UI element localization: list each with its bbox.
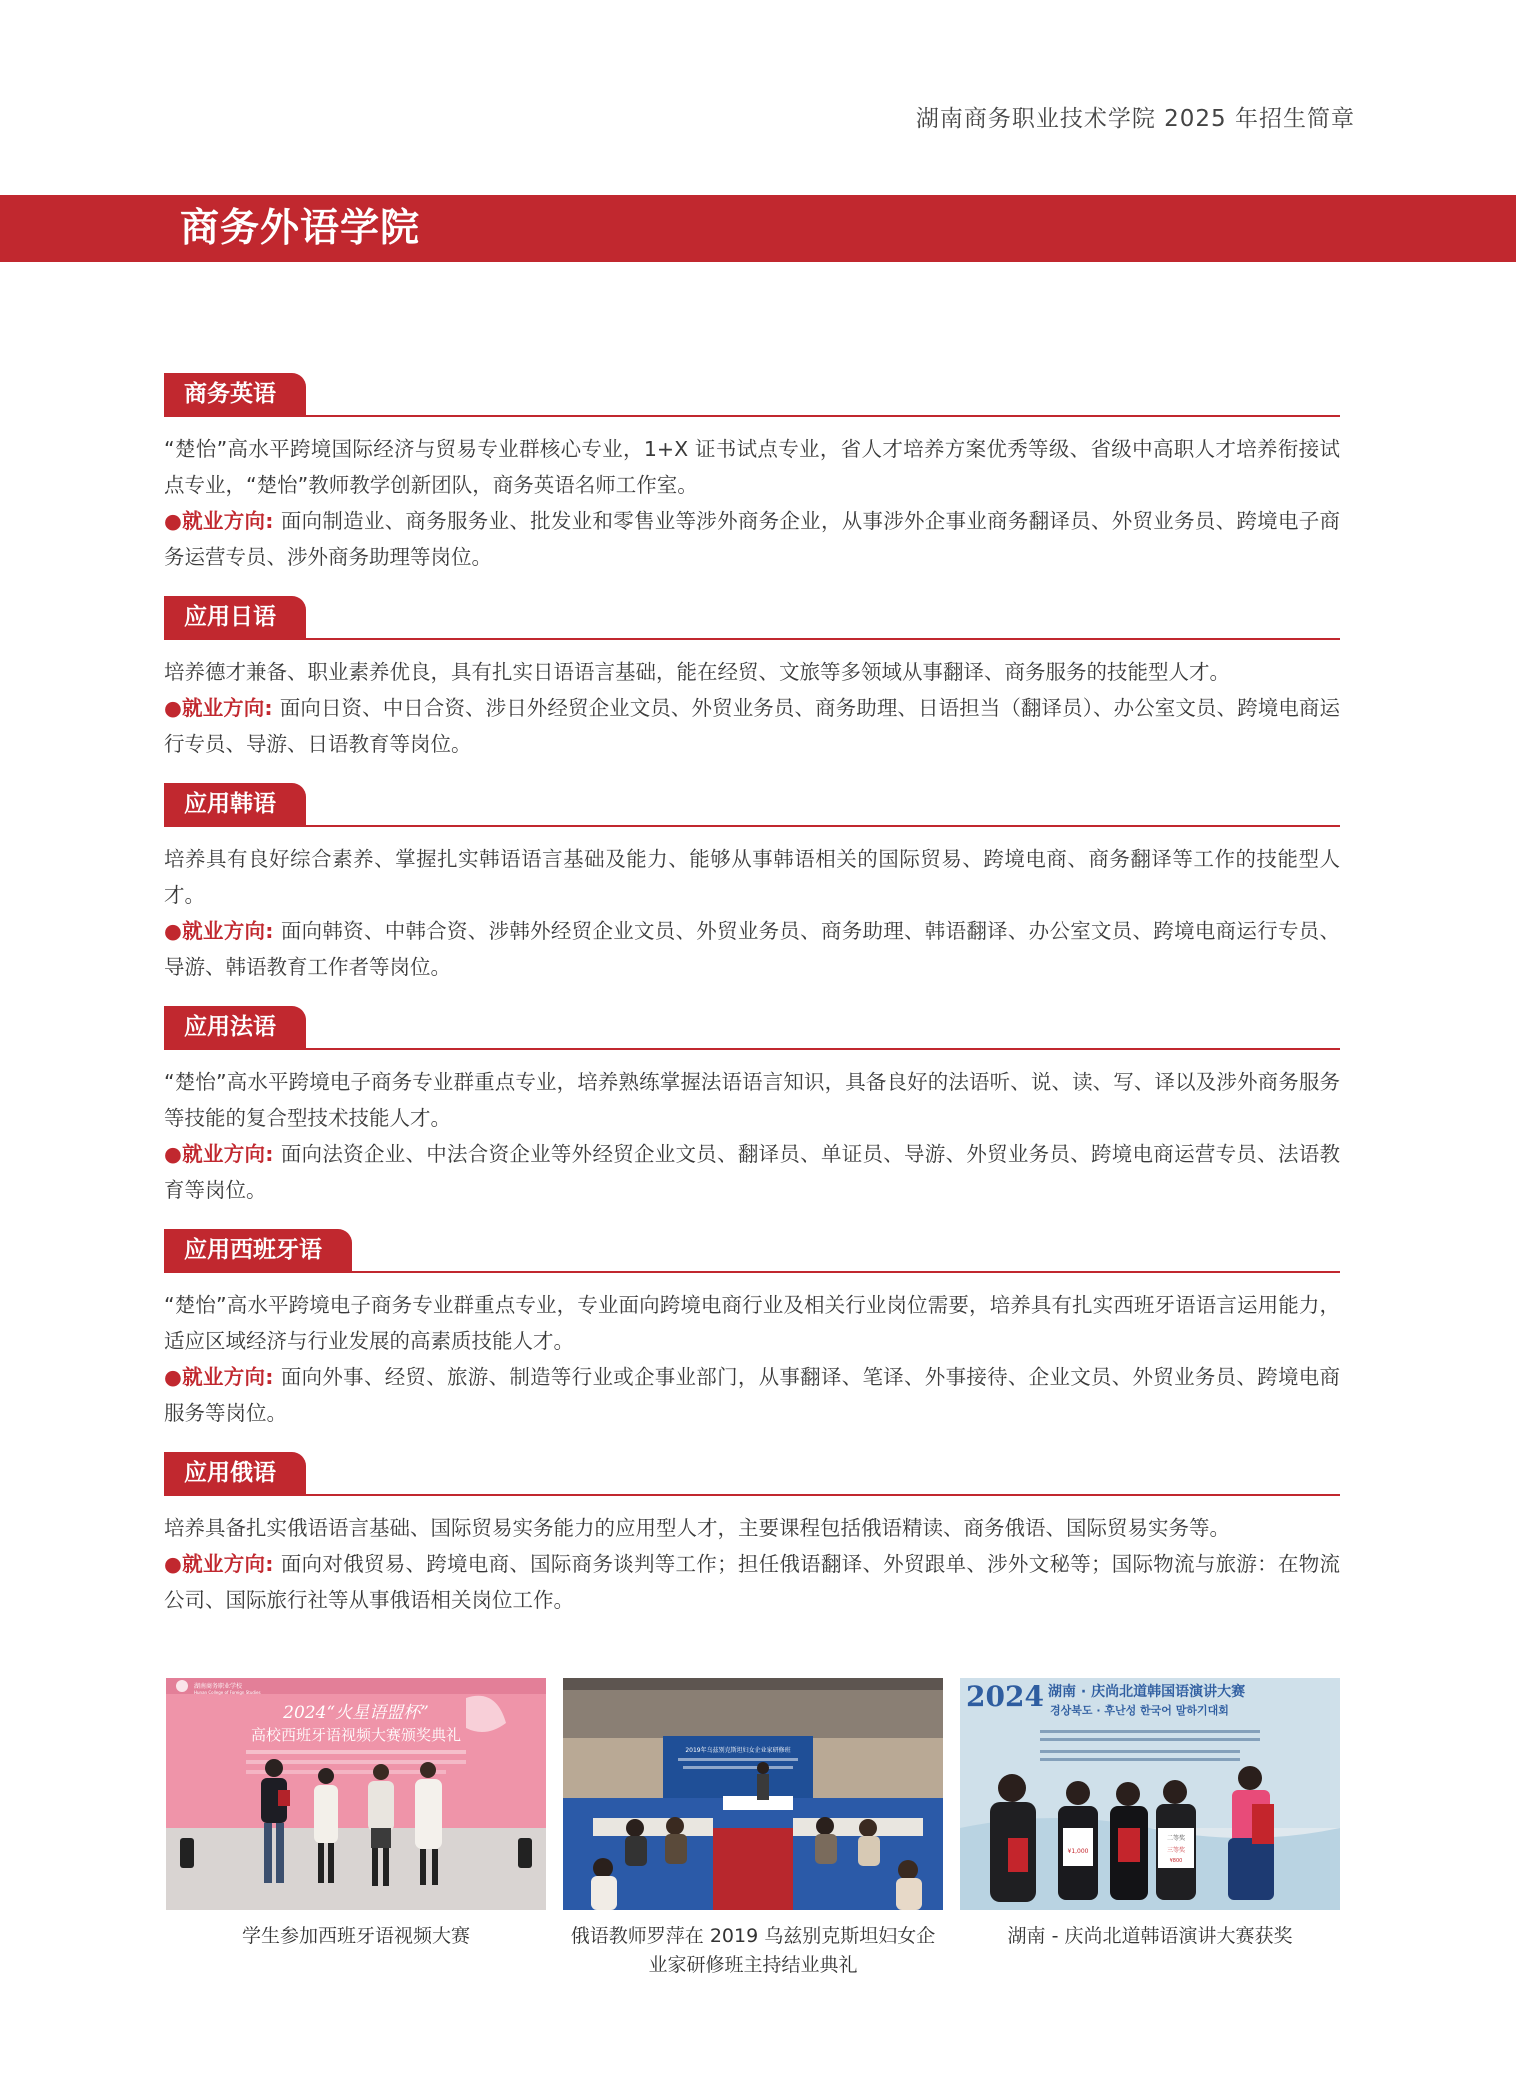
major-description: 培养具备扎实俄语语言基础、国际贸易实务能力的应用型人才，主要课程包括俄语精读、商务俄语、国际贸易实务等。 — [164, 1516, 1230, 1540]
photo-caption: 俄语教师罗萍在 2019 乌兹别克斯坦妇女企业家研修班主持结业典礼 — [570, 1925, 936, 1976]
award-2-text: 二等奖 — [1166, 1835, 1186, 1842]
career-label: ●就业方向: — [164, 509, 281, 533]
career-direction — [164, 1359, 1340, 1431]
contest-year: 2024 — [966, 1680, 1044, 1713]
contest-banner-title: 湖南 · 庆尚北道韩国语演讲大赛 — [1048, 1684, 1246, 1700]
major-section-applied-russian — [164, 1449, 1340, 1618]
career-direction — [164, 1136, 1340, 1208]
career-text: 面向韩资、中韩合资、涉韩外经贸企业文员、外贸业务员、商务助理、韩语翻译、办公室文员、跨境电商运行专员、导游、韩语教育工作者等岗位。 — [164, 919, 1340, 979]
contest-banner-line2: 高校西班牙语视频大赛颁奖典礼 — [250, 1726, 462, 1744]
contest-banner-sub: 경상북도 · 후난성 한국어 말하기대회 — [1050, 1704, 1229, 1717]
section-tab: 应用西班牙语 — [164, 1229, 352, 1271]
screen-text: 2019年乌兹别克斯坦妇女企业家研修班 — [685, 1747, 791, 1754]
career-direction — [164, 690, 1340, 762]
section-tab: 应用法语 — [164, 1006, 306, 1048]
major-description: 培养具有良好综合素养、掌握扎实韩语语言基础及能力、能够从事韩语相关的国际贸易、跨境电商、商务翻译等工作的技能型人才。 — [164, 847, 1340, 907]
career-direction — [164, 1546, 1340, 1618]
college-banner — [0, 195, 1516, 262]
section-header — [164, 1003, 1340, 1050]
career-text: 面向法资企业、中法合资企业等外经贸企业文员、翻译员、单证员、导游、外贸业务员、跨境电商运营专员、法语教育等岗位。 — [164, 1142, 1340, 1202]
major-section-applied-korean — [164, 780, 1340, 985]
section-header — [164, 780, 1340, 827]
major-section-applied-japanese — [164, 593, 1340, 762]
photo-korean-contest — [960, 1678, 1340, 1951]
award-3-text: 三等奖 — [1166, 1847, 1186, 1854]
section-tab: 应用韩语 — [164, 783, 306, 825]
photo-caption: 学生参加西班牙语视频大赛 — [241, 1925, 470, 1947]
photo-russian-ceremony — [563, 1678, 943, 1980]
majors-content — [164, 370, 1340, 1636]
major-section-applied-spanish — [164, 1226, 1340, 1431]
career-label: ●就业方向: — [164, 696, 280, 720]
section-header — [164, 1449, 1340, 1496]
korean-contest-illustration — [960, 1678, 1340, 1910]
ceremony-image — [563, 1678, 943, 1910]
career-label: ●就业方向: — [164, 1552, 281, 1576]
career-label: ●就业方向: — [164, 919, 281, 943]
career-text: 面向日资、中日合资、涉日外经贸企业文员、外贸业务员、商务助理、日语担当（翻译员）、办公室文员、跨境电商运行专员、导游、日语教育等岗位。 — [164, 696, 1341, 756]
section-tab: 应用日语 — [164, 596, 306, 638]
section-header — [164, 370, 1340, 417]
section-tab: 商务英语 — [164, 373, 306, 415]
korean-contest-image — [960, 1678, 1340, 1910]
award-amount-3: ¥800 — [1169, 1858, 1183, 1864]
career-text: 面向制造业、商务服务业、批发业和零售业等涉外商务企业，从事涉外企事业商务翻译员、外贸业务员、跨境电子商务运营专员、涉外商务助理等岗位。 — [164, 509, 1340, 569]
spanish-contest-illustration — [166, 1678, 546, 1910]
career-label: ●就业方向: — [164, 1142, 281, 1166]
award-amount-2: ¥1,000 — [1067, 1848, 1089, 1855]
section-header — [164, 1226, 1340, 1273]
major-description: “楚怡”高水平跨境电子商务专业群重点专业，专业面向跨境电商行业及相关行业岗位需要，培养具有扎实西班牙语语言运用能力，适应区域经济与行业发展的高素质技能人才。 — [164, 1293, 1340, 1353]
major-description: 培养德才兼备、职业素养优良，具有扎实日语语言基础，能在经贸、文旅等多领域从事翻译、商务服务的技能型人才。 — [164, 660, 1230, 684]
major-section-business-english — [164, 370, 1340, 575]
career-label: ●就业方向: — [164, 1365, 281, 1389]
section-header — [164, 593, 1340, 640]
major-description: “楚怡”高水平跨境电子商务专业群重点专业，培养熟练掌握法语语言知识，具备良好的法语听、说、读、写、译以及涉外商务服务等技能的复合型技术技能人才。 — [164, 1070, 1340, 1130]
major-section-applied-french — [164, 1003, 1340, 1208]
page-header-title: 湖南商务职业技术学院 2025 年招生简章 — [915, 106, 1355, 132]
spanish-contest-image — [166, 1678, 546, 1910]
contest-banner-line1: 2024“火星语盟杯” — [283, 1703, 429, 1723]
school-name-en-text: Hunan College of Foreign Studies — [194, 1690, 261, 1695]
photo-spanish-contest — [166, 1678, 546, 1951]
photo-gallery — [166, 1678, 1340, 1978]
photo-caption: 湖南 - 庆尚北道韩语演讲大赛获奖 — [1007, 1925, 1293, 1947]
career-text: 面向对俄贸易、跨境电商、国际商务谈判等工作；担任俄语翻译、外贸跟单、涉外文秘等；国际物流与旅游：在物流公司、国际旅行社等从事俄语相关岗位工作。 — [164, 1552, 1340, 1612]
school-name-text: 湖南商务职业学校 — [194, 1683, 243, 1690]
career-direction — [164, 913, 1340, 985]
section-tab: 应用俄语 — [164, 1452, 306, 1494]
career-text: 面向外事、经贸、旅游、制造等行业或企事业部门，从事翻译、笔译、外事接待、企业文员、外贸业务员、跨境电商服务等岗位。 — [164, 1365, 1340, 1425]
ceremony-illustration — [563, 1678, 943, 1910]
career-direction — [164, 503, 1340, 575]
major-description: “楚怡”高水平跨境国际经济与贸易专业群核心专业，1+X 证书试点专业，省人才培养方案优秀等级、省级中高职人才培养衔接试点专业，“楚怡”教师教学创新团队，商务英语名师工作室。 — [164, 437, 1340, 497]
college-title: 商务外语学院 — [180, 206, 421, 251]
